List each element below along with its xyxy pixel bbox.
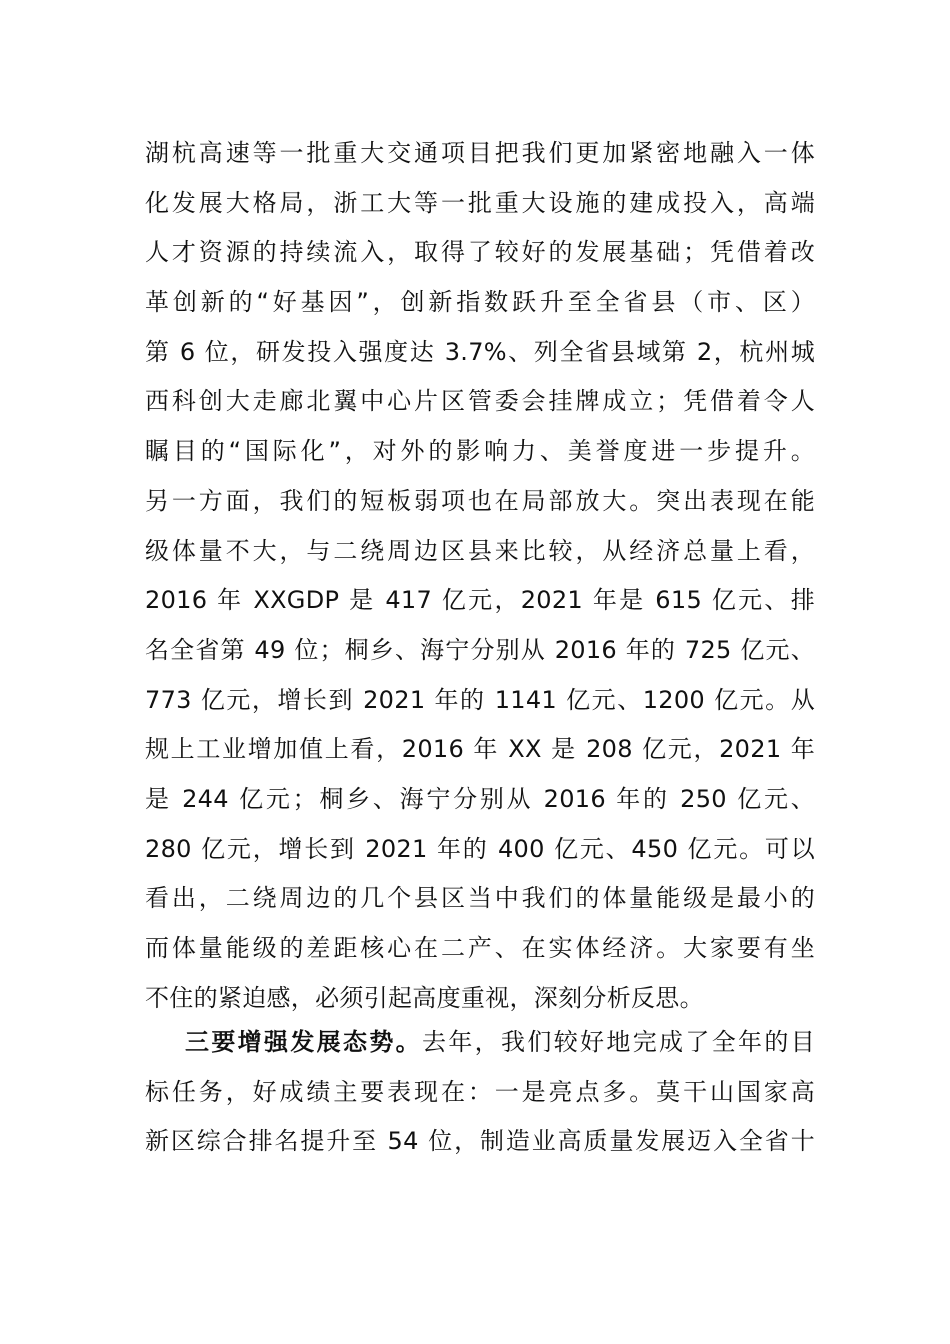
- text-line: 另一方面，我们的短板弱项也在局部放大。突出表现在能: [145, 486, 815, 515]
- text-line: 而体量能级的差距核心在二产、在实体经济。大家要有坐: [145, 934, 815, 962]
- text-line: 瞩目的“国际化”，对外的影响力、美誉度进一步提升。: [145, 437, 815, 466]
- text-line: 西科创大走廊北翼中心片区管委会挂牌成立；凭借着令人: [145, 387, 815, 416]
- text-line: 280 亿元，增长到 2021 年的 400 亿元、450 亿元。可以: [145, 834, 815, 863]
- text-line: 看出，二绕周边的几个县区当中我们的体量能级是最小的: [145, 884, 815, 913]
- text-line: 湖杭高速等一批重大交通项目把我们更加紧密地融入一体: [145, 139, 815, 167]
- text-line: 级体量不大，与二绕周边区县来比较，从经济总量上看，: [145, 536, 815, 565]
- paragraph-development-comparison: [145, 129, 815, 1023]
- text-line: 革创新的“好基因”，创新指数跃升至全省县（市、区）: [145, 288, 815, 317]
- text-line: 新区综合排名提升至 54 位，制造业高质量发展迈入全省十: [145, 1127, 815, 1156]
- paragraph-development-momentum: [145, 1018, 815, 1167]
- text-line: 2016 年 XXGDP 是 417 亿元，2021 年是 615 亿元、排: [145, 586, 815, 615]
- text-line: 人才资源的持续流入，取得了较好的发展基础；凭借着改: [145, 238, 815, 267]
- text-line: 化发展大格局，浙工大等一批重大设施的建成投入，高端: [145, 188, 815, 217]
- text-line: 规上工业增加值上看，2016 年 XX 是 208 亿元，2021 年: [145, 735, 815, 764]
- text-line-first: [145, 1018, 815, 1068]
- text-line: 773 亿元，增长到 2021 年的 1141 亿元、1200 亿元。从: [145, 685, 815, 714]
- text-line-rest: 去年，我们较好地完成了全年的目: [422, 1028, 815, 1056]
- text-line: 是 244 亿元；桐乡、海宁分别从 2016 年的 250 亿元、: [145, 784, 815, 813]
- text-line: 第 6 位，研发投入强度达 3.7%、列全省县域第 2，杭州城: [145, 337, 815, 366]
- section-lead-heading: 三要增强发展态势。: [185, 1028, 423, 1056]
- text-line: 名全省第 49 位；桐乡、海宁分别从 2016 年的 725 亿元、: [145, 635, 815, 664]
- text-line: 标任务，好成绩主要表现在：一是亮点多。莫干山国家高: [145, 1077, 815, 1106]
- text-line: 不住的紧迫感，必须引起高度重视，深刻分析反思。: [145, 983, 704, 1012]
